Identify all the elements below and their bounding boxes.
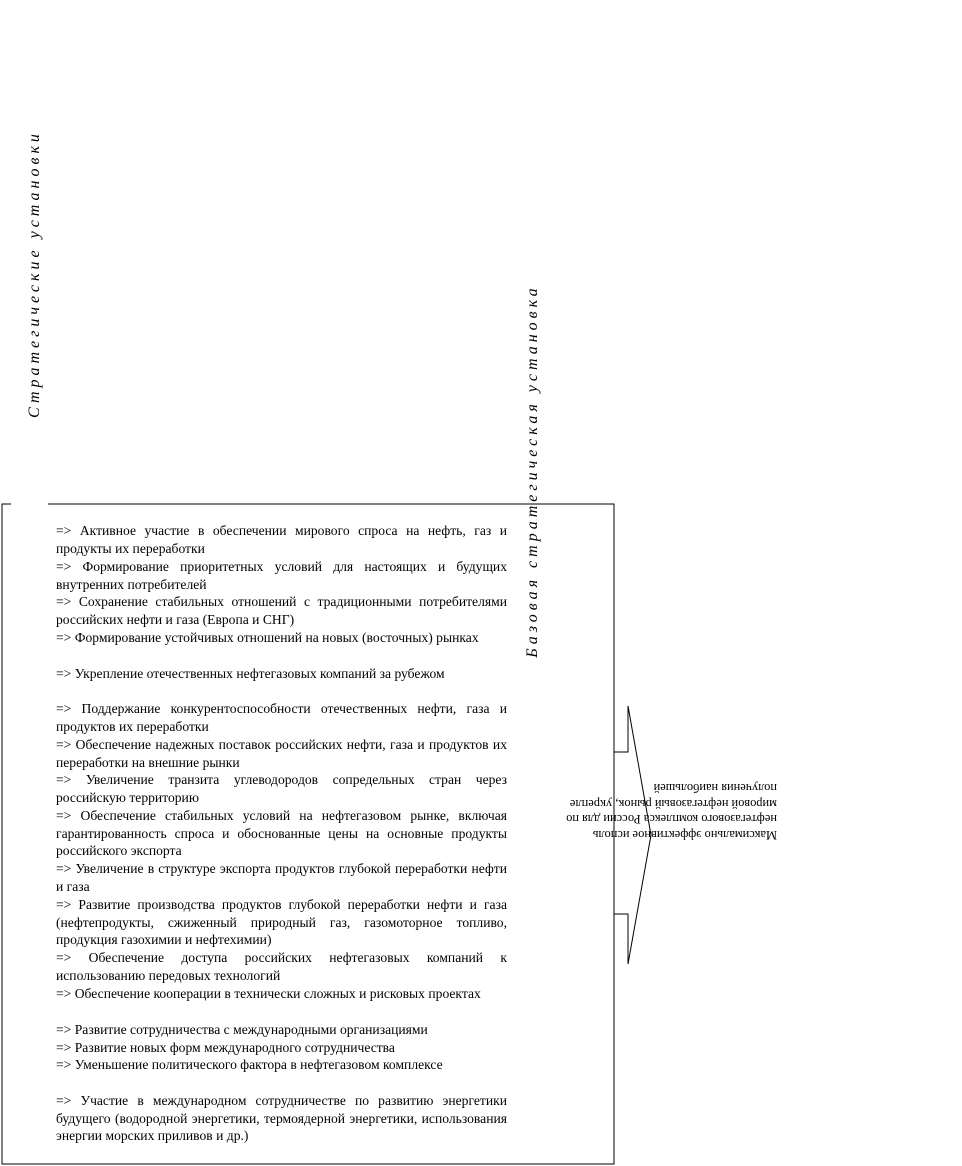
base-text-line: получения наибольшей bbox=[653, 781, 777, 796]
list-item: => Увеличение транзита углеводородов сопредельных стран через российскую территорию bbox=[56, 772, 507, 805]
base-text-line: Максимально эффективное исполь bbox=[592, 828, 777, 842]
connector-top bbox=[614, 504, 628, 752]
base-text-line: нефтегазового комплекса России для по bbox=[566, 812, 777, 827]
base-strategy-text bbox=[519, 770, 777, 842]
list-item: => Участие в международном сотрудничестве по развитию энергетики будущего (водородной энергетики, термоядерной энергетики, использования энергии морских приливов и др.) bbox=[56, 1093, 507, 1143]
list-item: => Уменьшение политического фактора в нефтегазовом комплексе bbox=[56, 1057, 443, 1072]
list-item: => Поддержание конкурентоспособности отечественных нефти, газа и продуктов их переработки bbox=[56, 701, 507, 734]
list-item: => Укрепление отечественных нефтегазовых компаний за рубежом bbox=[56, 666, 445, 681]
main-vertical-label: Стратегические установки bbox=[26, 130, 43, 418]
list-item: => Активное участие в обеспечении мирового спроса на нефть, газ и продукты их переработки bbox=[56, 523, 507, 556]
connector-bottom bbox=[614, 914, 628, 964]
list-item: => Развитие новых форм международного сотрудничества bbox=[56, 1040, 395, 1055]
base-text-line: мировой нефтегазовый рынок, укрепле bbox=[569, 797, 777, 811]
list-item: => Развитие сотрудничества с международными организациями bbox=[56, 1022, 428, 1037]
list-item: => Сохранение стабильных отношений с традиционными потребителями российских нефти и газа (Европа и СНГ) bbox=[56, 594, 507, 627]
list-item: => Обеспечение доступа российских нефтегазовых компаний к использованию передовых технологий bbox=[56, 950, 507, 983]
list-item: => Формирование приоритетных условий для настоящих и будущих внутренних потребителей bbox=[56, 559, 507, 592]
list-item: => Формирование устойчивых отношений на новых (восточных) рынках bbox=[56, 630, 479, 645]
list-item: => Обеспечение надежных поставок российских нефти, газа и продуктов их переработки на внешние рынки bbox=[56, 737, 507, 770]
list-item: => Увеличение в структуре экспорта продуктов глубокой переработки нефти и газа bbox=[56, 861, 507, 894]
list-item: => Развитие производства продуктов глубокой переработки нефти и газа (нефтепродукты, сжиженный природный газ, газомоторное топливо, продукция газохимии и нефтехимии) bbox=[56, 897, 507, 947]
base-vertical-label: Базовая стратегическая установка bbox=[524, 284, 541, 658]
list-item: => Обеспечение стабильных условий на нефтегазовом рынке, включая гарантированность спроса и обоснованные цены на основные продукты российского экспорта bbox=[56, 808, 507, 858]
list-item: => Обеспечение кооперации в технически сложных и рисковых проектах bbox=[56, 986, 481, 1001]
